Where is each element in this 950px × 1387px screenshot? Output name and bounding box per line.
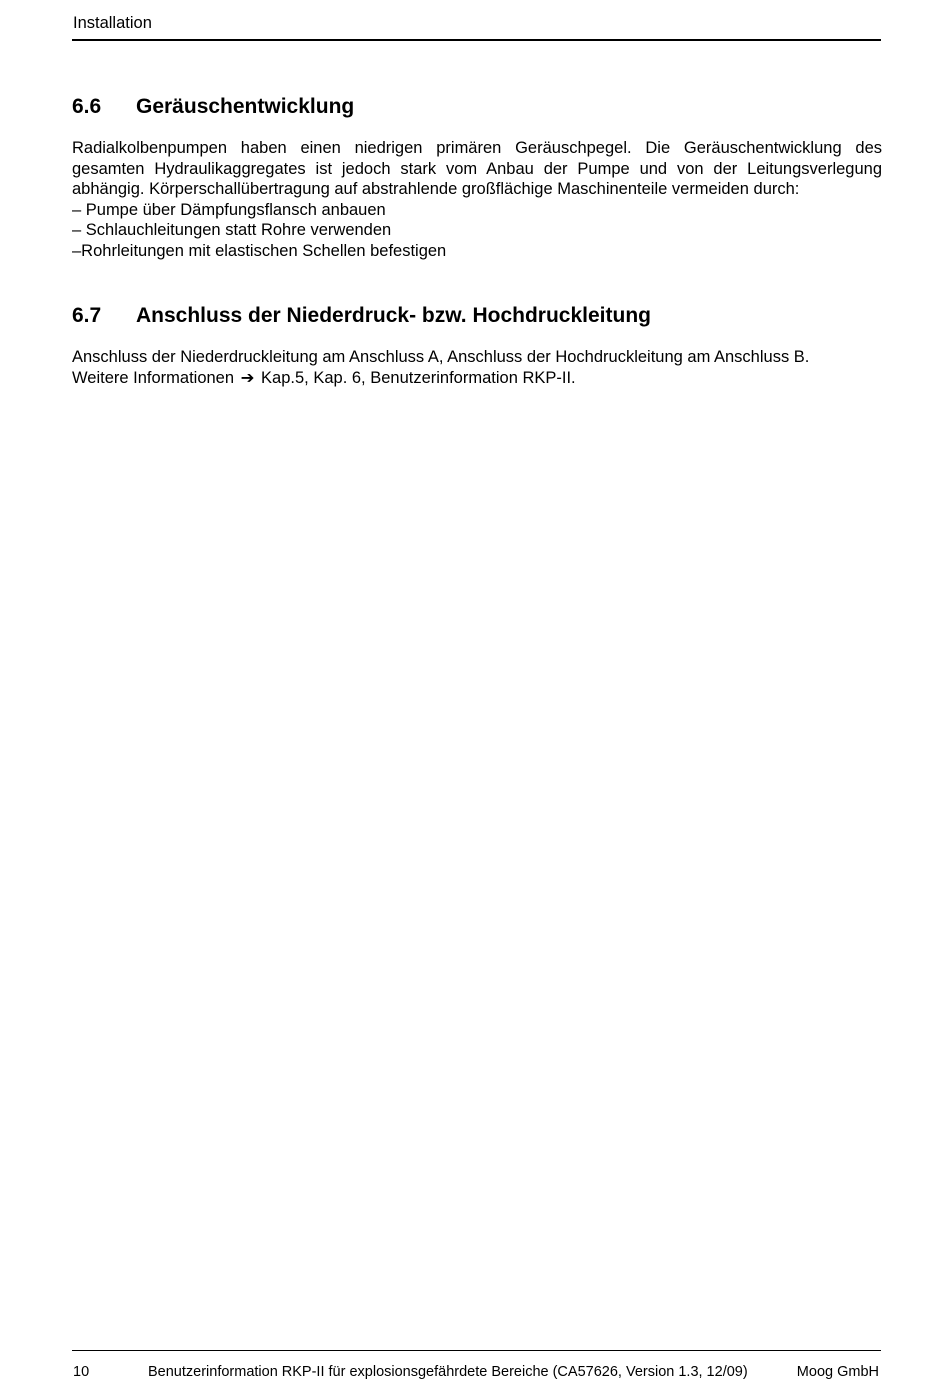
footer-document-title: Benutzerinformation RKP-II für explosionsgefährdete Bereiche (CA57626, Version 1.3, 12/09) [148, 1364, 748, 1380]
bullet-list [72, 200, 882, 262]
section-heading [72, 303, 882, 329]
header-title: Installation [73, 14, 152, 32]
reference-target: Kap.5, Kap. 6, Benutzerinformation RKP-II. [261, 368, 576, 387]
section-line-reference [72, 368, 882, 389]
section-line: Anschluss der Niederdruckleitung am Anschluss A, Anschluss der Hochdruckleitung am Anschluss B. [72, 348, 810, 366]
list-item: – Pumpe über Dämpfungsflansch anbauen [72, 200, 386, 219]
section-number: 6.6 [72, 95, 102, 118]
reference-prefix: Weitere Informationen [72, 368, 235, 387]
section-title: Anschluss der Niederdruck- bzw. Hochdruckleitung [136, 304, 651, 327]
page-number: 10 [73, 1364, 90, 1380]
section-title: Geräuschentwicklung [136, 95, 355, 118]
arrow-right-icon: ➔ [240, 368, 255, 387]
page-header [72, 11, 881, 41]
page-footer [72, 1350, 881, 1381]
section-number: 6.7 [72, 304, 102, 327]
section-6-7 [72, 303, 882, 388]
footer-company: Moog GmbH [796, 1364, 879, 1380]
list-item: –Rohrleitungen mit elastischen Schellen befestigen [72, 241, 447, 260]
section-paragraph: Radialkolbenpumpen haben einen niedrigen primären Geräuschpegel. Die Geräuschentwicklung des gesamten Hydraulikaggregates ist jedoch stark vom Anbau der Pumpe und von der Leitungsverlegung abhängig. Körperschallübertragung auf abstrahlende großflächige Maschinenteile vermeiden durch: [72, 139, 882, 198]
section-6-6 [72, 94, 882, 261]
section-heading [72, 94, 882, 120]
list-item: – Schlauchleitungen statt Rohre verwenden [72, 221, 392, 239]
